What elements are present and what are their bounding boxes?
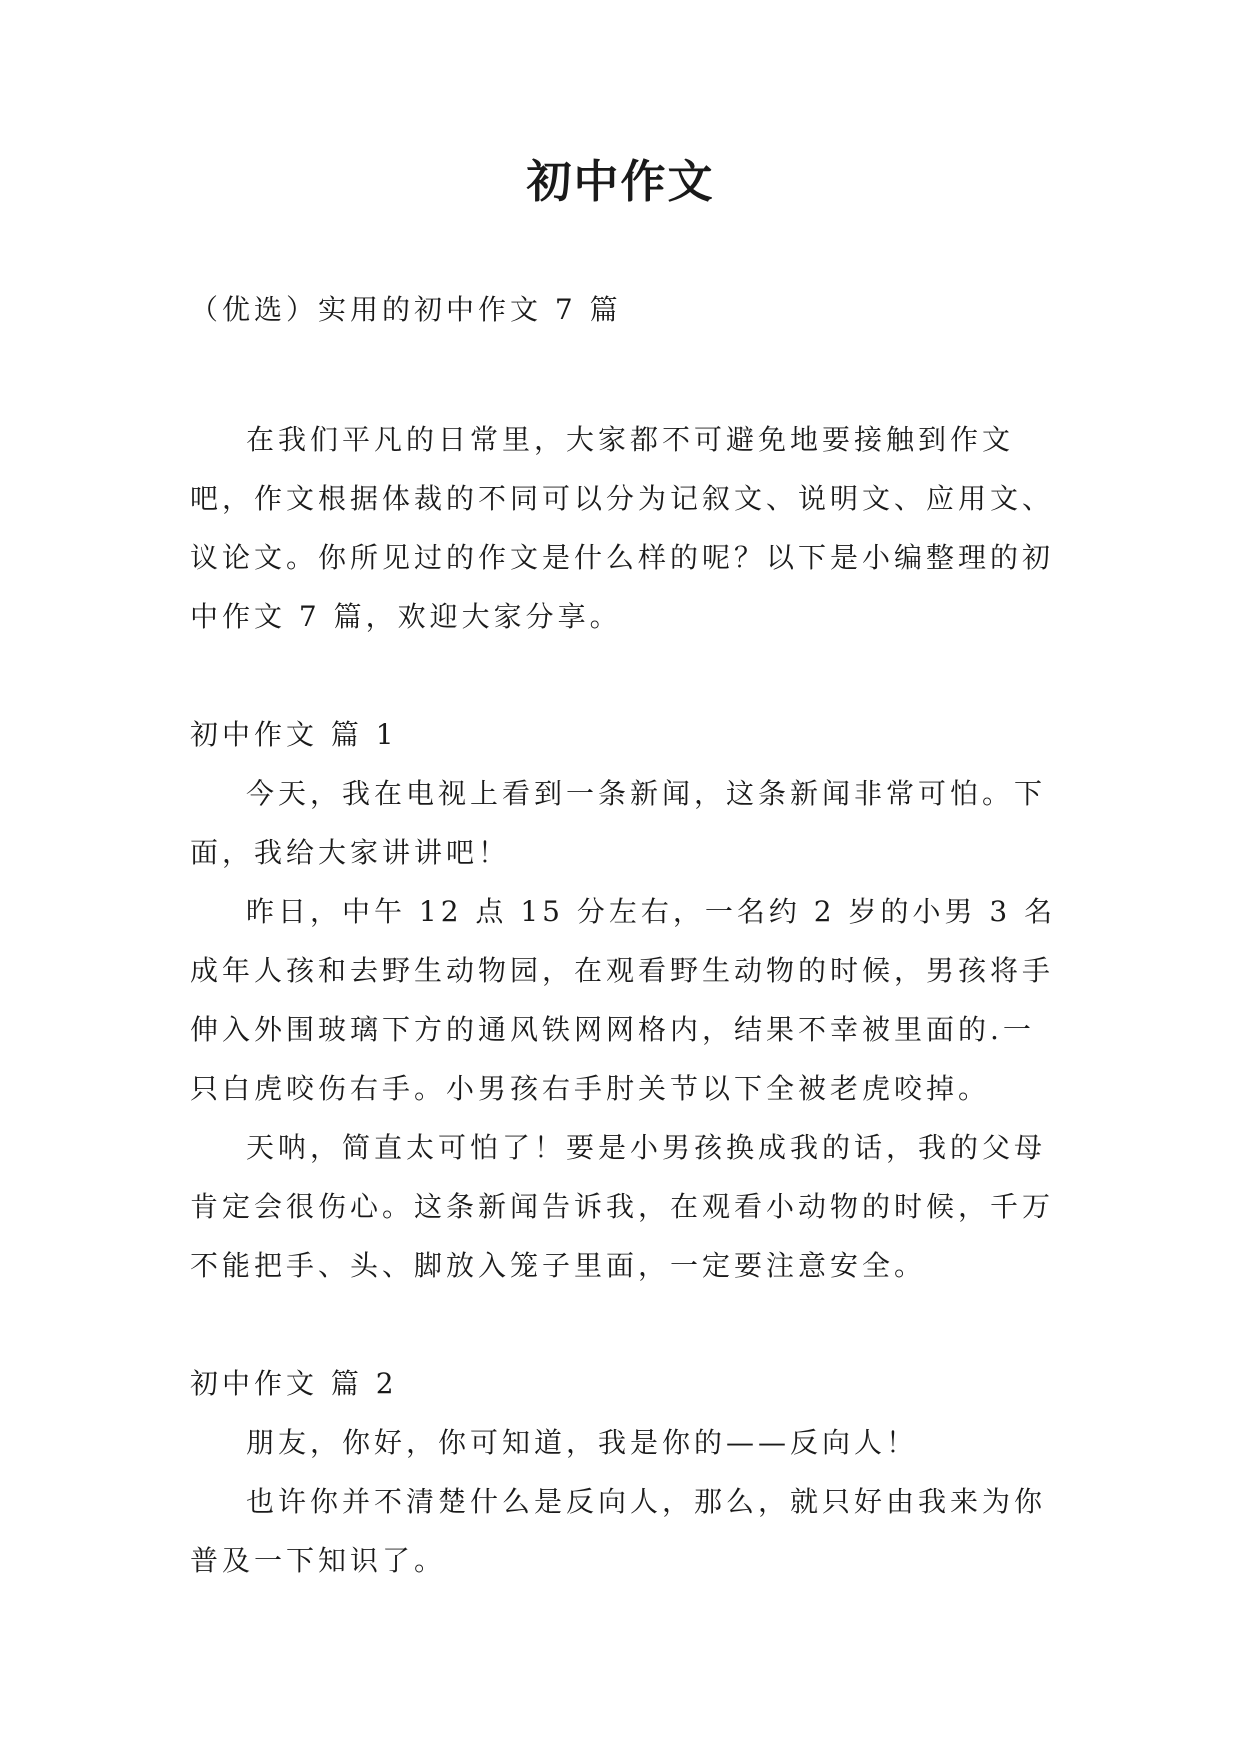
section-spacer [190,1295,1058,1354]
section-heading-2: 初中作文 篇 2 [190,1367,398,1400]
section-1-paragraph-2: 昨日，中午 12 点 15 分左右，一名约 2 岁的小男 3 名成年人孩和去野生动物园，在观看野生动物的时候，男孩将手伸入外围玻璃下方的通风铁网网格内，结果不幸被里面的.一只白虎咬伤右手。小男孩右手肘关节以下全被老虎咬掉。 [190,895,1057,1105]
document-body [190,410,1058,1590]
section-1-paragraph-1: 今天，我在电视上看到一条新闻，这条新闻非常可怕。下面，我给大家讲讲吧！ [190,777,1047,869]
section-2-paragraph-1: 朋友，你好，你可知道，我是你的——反向人！ [246,1426,919,1459]
section-2-paragraph-2: 也许你并不清楚什么是反向人，那么，就只好由我来为你普及一下知识了。 [190,1485,1047,1577]
intro-paragraph: 在我们平凡的日常里，大家都不可避免地要接触到作文吧，作文根据体裁的不同可以分为记叙文、说明文、应用文、议论文。你所见过的作文是什么样的呢？以下是小编整理的初中作文 7 篇，欢迎大家分享。 [190,423,1055,633]
section-spacer [190,646,1058,705]
document-title: 初中作文 [526,155,715,208]
section-1-paragraph-3: 天呐，简直太可怕了！要是小男孩换成我的话，我的父母肯定会很伤心。这条新闻告诉我，在观看小动物的时候，千万不能把手、头、脚放入笼子里面，一定要注意安全。 [190,1131,1055,1282]
section-heading-1: 初中作文 篇 1 [190,718,398,751]
document-subtitle: （优选）实用的初中作文 7 篇 [190,293,622,326]
